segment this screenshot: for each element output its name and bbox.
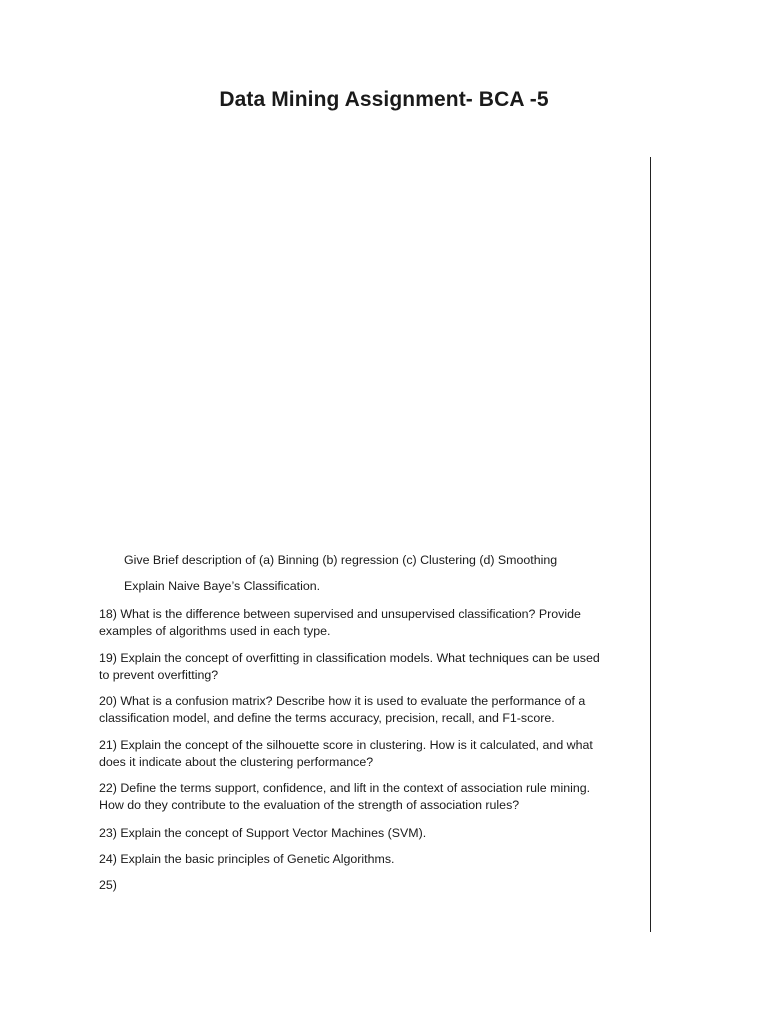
question-binning [124, 552, 557, 569]
question-20 [99, 693, 585, 727]
page-title: Data Mining Assignment- BCA -5 [219, 88, 549, 111]
question-line: 21) Explain the concept of the silhouette score in clustering. How is it calculated, and what [99, 738, 593, 752]
question-line: to prevent overfitting? [99, 668, 219, 682]
question-line: classification model, and define the terms accuracy, precision, recall, and F1-score. [99, 711, 555, 725]
question-line: examples of algorithms used in each type. [99, 624, 331, 638]
question-18 [99, 606, 581, 640]
question-23 [99, 825, 426, 842]
question-line: 18) What is the difference between supervised and unsupervised classification? Provide [99, 607, 581, 621]
question-25 [99, 877, 117, 894]
question-line: 20) What is a confusion matrix? Describe how it is used to evaluate the performance of a [99, 694, 586, 708]
question-line: 23) Explain the concept of Support Vector Machines (SVM). [99, 826, 427, 840]
margin-divider-line [650, 157, 651, 932]
question-line: Explain Naive Baye’s Classification. [124, 579, 321, 593]
question-line: 22) Define the terms support, confidence, and lift in the context of association rule mining. [99, 781, 591, 795]
question-21 [99, 737, 593, 771]
question-line: 24) Explain the basic principles of Genetic Algorithms. [99, 852, 395, 866]
question-22 [99, 780, 590, 814]
question-line: does it indicate about the clustering performance? [99, 755, 374, 769]
question-19 [99, 650, 600, 684]
question-line: 25) [99, 878, 117, 892]
question-line: 19) Explain the concept of overfitting in classification models. What techniques can be used [99, 651, 600, 665]
question-line: Give Brief description of (a) Binning (b) regression (c) Clustering (d) Smoothing [124, 553, 558, 567]
question-line: How do they contribute to the evaluation of the strength of association rules? [99, 798, 520, 812]
question-24 [99, 851, 394, 868]
question-naive-bayes [124, 578, 320, 595]
